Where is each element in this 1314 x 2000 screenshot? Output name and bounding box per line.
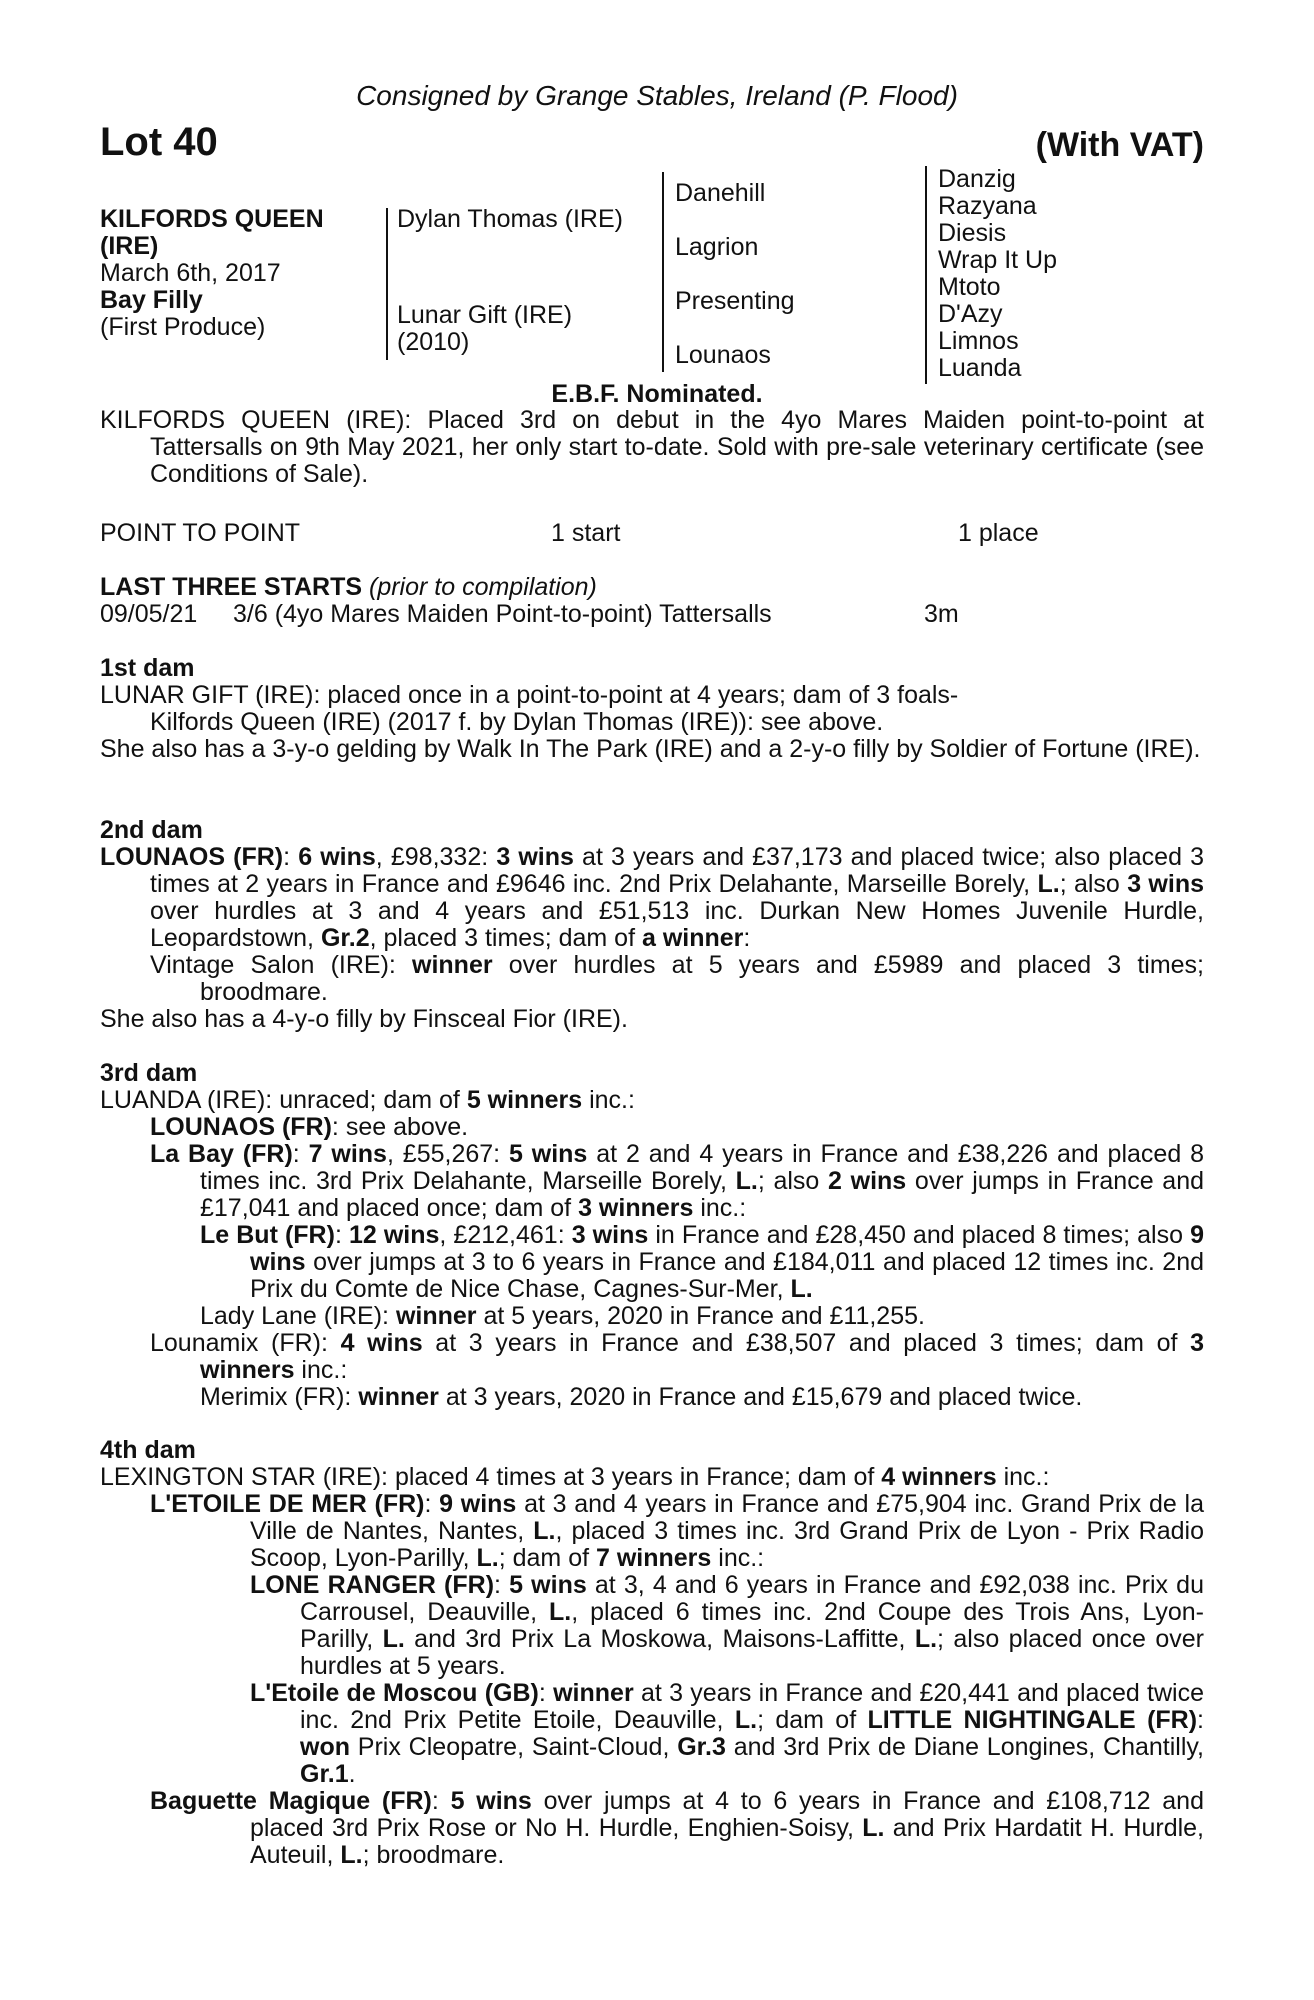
first-dam-summary: LUNAR GIFT (IRE): placed once in a point-to-point at 4 years; dam of 3 foals- [100,681,959,709]
pedigree-divider [662,172,664,372]
ebf-nomination: E.B.F. Nominated. [551,380,763,408]
pedigree-gen3-item: Luanda [938,354,1022,382]
last-starts-subtitle: (prior to compilation) [369,573,597,601]
fourth-dam-grandfoal: L'Etoile de Moscou (GB): winner at 3 years in France and £20,441 and placed twice inc. 2nd Prix Petite Etoile, Deauville, L.; dam of LITTLE NIGHTINGALE (FR): won Prix Cleopatre, Saint-Cloud, Gr.3 and 3rd Prix de Diane Longines, Chantilly, Gr.1. [250,1679,1204,1788]
pedigree-sire: Dylan Thomas (IRE) [397,205,623,233]
third-dam-heading: 3rd dam [100,1059,198,1087]
third-dam-foal: La Bay (FR): 7 wins, £55,267: 5 wins at 2 and 4 years in France and £38,226 and placed 8 times inc. 3rd Prix Delahante, Marseille Borely, L.; also 2 wins over jumps in France and £17,041 and placed once; dam of 3 winners inc.: [150,1140,1205,1222]
third-dam-grandfoal: Le But (FR): 12 wins, £212,461: 3 wins in France and £28,450 and placed 8 times; also 9 wins over jumps at 3 to 6 years in France and £184,011 and placed 12 times inc. 2nd Prix du Comte de Nice Chase, Cagnes-Sur-Mer, L. [200,1221,1204,1303]
third-dam-grandfoal: Merimix (FR): winner at 3 years, 2020 in France and £15,679 and placed twice. [200,1383,1083,1411]
first-dam-foal: Kilfords Queen (IRE) (2017 f. by Dylan Thomas (IRE)): see above. [150,708,884,736]
intro-text: KILFORDS QUEEN (IRE): Placed 3rd on debut in the 4yo Mares Maiden point-to-point at Tattersalls on 9th May 2021, her only start to-date. Sold with pre-sale veterinary certificate (see Conditions of Sale). [100,406,1204,488]
pedigree-gen3-item: Wrap It Up [938,246,1058,274]
last-starts-title: LAST THREE STARTS [100,573,363,601]
dam-name: Lunar Gift (IRE) [397,301,573,329]
produce-note: (First Produce) [100,313,266,341]
start-date: 09/05/21 [100,600,198,628]
third-dam-summary: LUANDA (IRE): unraced; dam of 5 winners inc.: [100,1086,635,1114]
pedigree-gen3-item: Razyana [938,192,1037,220]
foaling-date: March 6th, 2017 [100,259,281,287]
third-dam-foal: Lounamix (FR): 4 wins at 3 years in France and £38,507 and placed 3 times; dam of 3 winners inc.: [150,1329,1205,1384]
horse-name: KILFORDS QUEEN [100,205,324,233]
dam-year: (2010) [397,328,470,356]
consignor-line: Consigned by Grange Stables, Ireland (P. Flood) [356,80,958,111]
third-dam-section [100,1060,1204,1411]
vat-label: (With VAT) [1035,126,1204,164]
pedigree-gen2-2: Lagrion [675,233,759,261]
pedigree-gen2-3: Presenting [675,287,795,315]
pedigree-gen2-1: Danehill [675,179,766,207]
pedigree-gen3 [938,166,1057,382]
fourth-dam-summary: LEXINGTON STAR (IRE): placed 4 times at 3 years in France; dam of 4 winners inc.: [100,1463,1050,1491]
second-dam-heading: 2nd dam [100,816,203,844]
third-dam-foal: LOUNAOS (FR): see above. [150,1113,469,1141]
first-dam-note: She also has a 3-y-o gelding by Walk In The Park (IRE) and a 2-y-o filly by Soldier of Fortune (IRE). [100,735,1201,763]
pedigree-divider [925,166,927,384]
fourth-dam-heading: 4th dam [100,1436,196,1464]
horse-details [100,206,324,341]
horse-name-suffix: (IRE) [100,232,159,260]
last-starts-heading [100,573,597,602]
second-dam-note: She also has a 4-y-o filly by Finsceal Fior (IRE). [100,1005,628,1033]
second-dam-record: LOUNAOS (FR): 6 wins, £98,332: 3 wins at 3 years and £37,173 and placed twice; also placed 3 times at 2 years in France and £9646 inc. 2nd Prix Delahante, Marseille Borely, L.; also 3 wins over hurdles at 3 and 4 years and £51,513 inc. Durkan New Homes Juvenile Hurdle, Leopardstown, Gr.2, placed 3 times; dam of a winner: [100,843,1205,952]
fourth-dam-section [100,1437,1204,1869]
pedigree-gen3-item: D'Azy [938,300,1003,328]
record-label: POINT TO POINT [100,519,301,547]
pedigree-gen3-item: Limnos [938,327,1019,355]
pedigree-divider [386,208,388,360]
fourth-dam-foal: L'ETOILE DE MER (FR): 9 wins at 3 and 4 years in France and £75,904 inc. Grand Prix de la Ville de Nantes, Nantes, L., placed 3 times inc. 3rd Grand Prix de Lyon - Prix Radio Scoop, Lyon-Parilly, L.; dam of 7 winners inc.: [150,1490,1204,1572]
pedigree-dam [397,302,572,356]
second-dam-foal: Vintage Salon (IRE): winner over hurdles at 5 years and £5989 and placed 3 times; broodmare. [150,951,1204,1006]
start-description: 3/6 (4yo Mares Maiden Point-to-point) Tattersalls [233,600,772,628]
pedigree-gen3-item: Diesis [938,219,1007,247]
pedigree-gen3-item: Mtoto [938,273,1001,301]
start-distance: 3m [924,600,959,628]
intro-paragraph [100,407,1204,488]
horse-sex: Bay Filly [100,286,203,314]
lot-number: Lot 40 [100,120,218,164]
second-dam-section [100,817,1204,1033]
record-starts: 1 start [551,519,621,547]
third-dam-grandfoal: Lady Lane (IRE): winner at 5 years, 2020 in France and £11,255. [200,1302,925,1330]
pedigree-gen3-item: Danzig [938,165,1016,193]
pedigree-gen2-4: Lounaos [675,341,771,369]
fourth-dam-grandfoal: LONE RANGER (FR): 5 wins at 3, 4 and 6 years in France and £92,038 inc. Prix du Carrousel, Deauville, L., placed 6 times inc. 2nd Coupe des Trois Ans, Lyon-Parilly, L. and 3rd Prix La Moskowa, Maisons-Laffitte, L.; also placed once over hurdles at 5 years. [250,1571,1204,1680]
first-dam-section [100,655,1204,763]
first-dam-heading: 1st dam [100,654,195,682]
fourth-dam-foal: Baguette Magique (FR): 5 wins over jumps at 4 to 6 years in France and £108,712 and placed 3rd Prix Rose or No H. Hurdle, Enghien-Soisy, L. and Prix Hardatit H. Hurdle, Auteuil, L.; broodmare. [150,1787,1204,1869]
record-places: 1 place [958,519,1039,547]
